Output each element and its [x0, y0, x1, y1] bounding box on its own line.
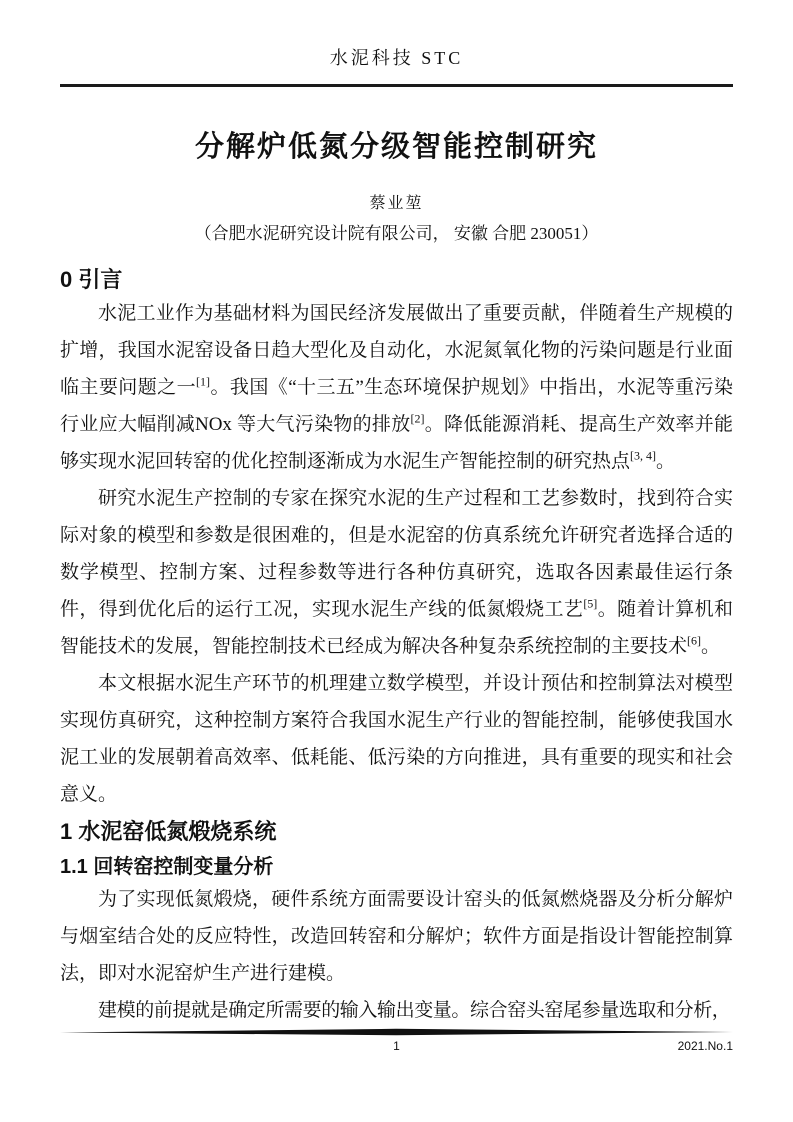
paragraph-intro-2: 研究水泥生产控制的专家在探究水泥的生产过程和工艺参数时，找到符合实际对象的模型和参数是很困难的，但是水泥窑的仿真系统允许研究者选择合适的数学模型、控制方案、过程参数等进行各种仿真研究，选取各因素最佳运行条件，得到优化后的运行工况，实现水泥生产线的低氮煅烧工艺[5]。随着计算机和智能技术的发展，智能控制技术已经成为解决各种复杂系统控制的主要技术[6]。 [60, 488, 733, 657]
page-number: 1 [393, 1039, 400, 1053]
journal-name: 水泥科技 STC [329, 48, 464, 68]
paragraph-s11-2: 建模的前提就是确定所需要的输入输出变量。综合窑头窑尾参量选取和分析， [98, 1000, 731, 1021]
issue-label: 2021.No.1 [677, 1039, 733, 1053]
section-heading-0: 0 引言 [60, 267, 123, 292]
paragraph-intro-3: 本文根据水泥生产环节的机理建立数学模型，并设计预估和控制算法对模型实现仿真研究，这种控制方案符合我国水泥生产行业的智能控制，能够使我国水泥工业的发展朝着高效率、低耗能、低污染的方向推进，具有重要的现实和社会意义。 [60, 673, 733, 805]
footer-row [60, 1038, 733, 1054]
section-heading-1-1: 1.1 回转窑控制变量分析 [60, 856, 274, 878]
author-name: 蔡业堃 [369, 195, 424, 212]
page-footer [60, 1028, 733, 1054]
section-heading-1: 1 水泥窑低氮煅烧系统 [60, 819, 277, 844]
article-title: 分解炉低氮分级智能控制研究 [194, 131, 598, 163]
affiliation: （合肥水泥研究设计院有限公司， 安徽 合肥 230051） [194, 224, 599, 243]
header-rule [60, 84, 733, 87]
paragraph-intro-1: 水泥工业作为基础材料为国民经济发展做出了重要贡献，伴随着生产规模的扩增，我国水泥窑设备日趋大型化及自动化，水泥氮氧化物的污染问题是行业面临主要问题之一[1]。我国《“十三五”生态环境保护规划》中指出，水泥等重污染行业应大幅削减NOx 等大气污染物的排放[2]。降低能源消耗、提高生产效率并能够实现水泥回转窑的优化控制逐渐成为水泥生产智能控制的研究热点[3, 4]。 [60, 303, 733, 472]
journal-header [60, 0, 733, 71]
paragraph-s11-1: 为了实现低氮煅烧，硬件系统方面需要设计窑头的低氮燃烧器及分析分解炉与烟室结合处的反应特性，改造回转窑和分解炉；软件方面是指设计智能控制算法，即对水泥窑炉生产进行建模。 [60, 889, 733, 984]
footer-rule [60, 1028, 733, 1037]
